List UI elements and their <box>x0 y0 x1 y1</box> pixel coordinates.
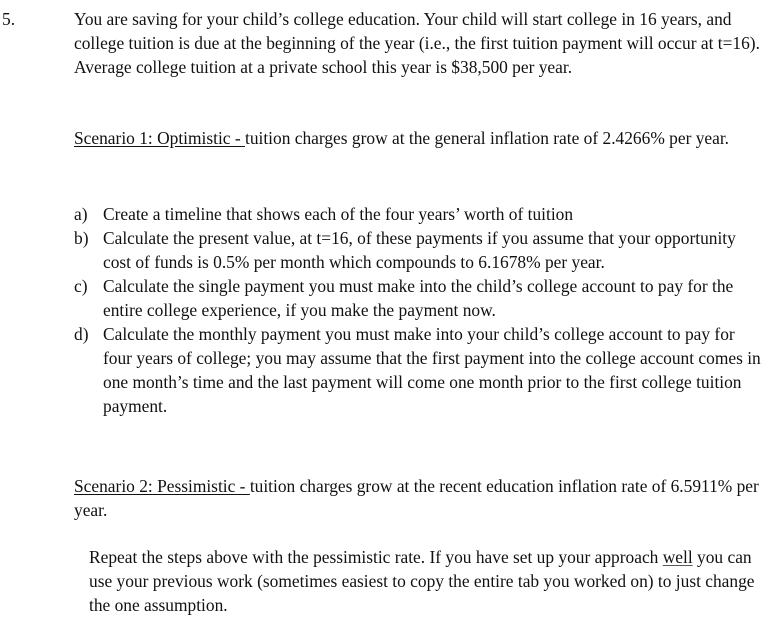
list-item-text: Calculate the single payment you must make into the child’s college account to pay for the entire college experience, if you make the payment now. <box>103 276 734 320</box>
list-item <box>74 322 764 418</box>
repeat-underlined-word: well <box>662 547 693 567</box>
scenario-1-text: tuition charges grow at the general inflation rate of 2.4266% per year. <box>244 128 730 148</box>
question-intro: You are saving for your child’s college education. Your child will start college in 16 years, and college tuition is due at the beginning of the year (i.e., the first tuition payment will occur at t=16). Average college tuition at a private school this year is $38,500 per year. <box>74 9 760 77</box>
list-item <box>74 202 764 226</box>
list-item-text: Calculate the monthly payment you must make into your child’s college account to pay for four years of college; you may assume that the first payment into the college account comes in one month’s time and the last payment will come one month prior to the first college tuition payment. <box>103 324 761 416</box>
list-item-letter: b) <box>74 228 89 248</box>
list-item-letter: d) <box>74 324 89 344</box>
list-item-letter: c) <box>74 276 88 296</box>
scenario-2-text: tuition charges grow at the recent education inflation rate of 6.5911% per year. <box>74 476 759 520</box>
scenario-2 <box>74 474 764 522</box>
scenario-1-label: Scenario 1: Optimistic - <box>74 128 245 148</box>
list-item-text: Create a timeline that shows each of the four years’ worth of tuition <box>103 204 574 224</box>
repeat-text-after: you can use your previous work (sometimes easiest to copy the entire tab you worked on) to just change the one assumption. <box>89 547 755 615</box>
repeat-text-before: Repeat the steps above with the pessimistic rate. If you have set up your approach <box>89 547 663 567</box>
scenario-1 <box>74 126 764 150</box>
list-item <box>74 274 764 322</box>
list-item <box>74 226 764 274</box>
task-list <box>74 202 764 418</box>
list-item-letter: a) <box>74 204 88 224</box>
question-number: 5. <box>2 9 16 29</box>
repeat-instructions <box>89 545 765 617</box>
list-item-text: Calculate the present value, at t=16, of these payments if you assume that your opportunity cost of funds is 0.5% per month which compounds to 6.1678% per year. <box>103 228 736 272</box>
scenario-2-label: Scenario 2: Pessimistic - <box>74 476 250 496</box>
